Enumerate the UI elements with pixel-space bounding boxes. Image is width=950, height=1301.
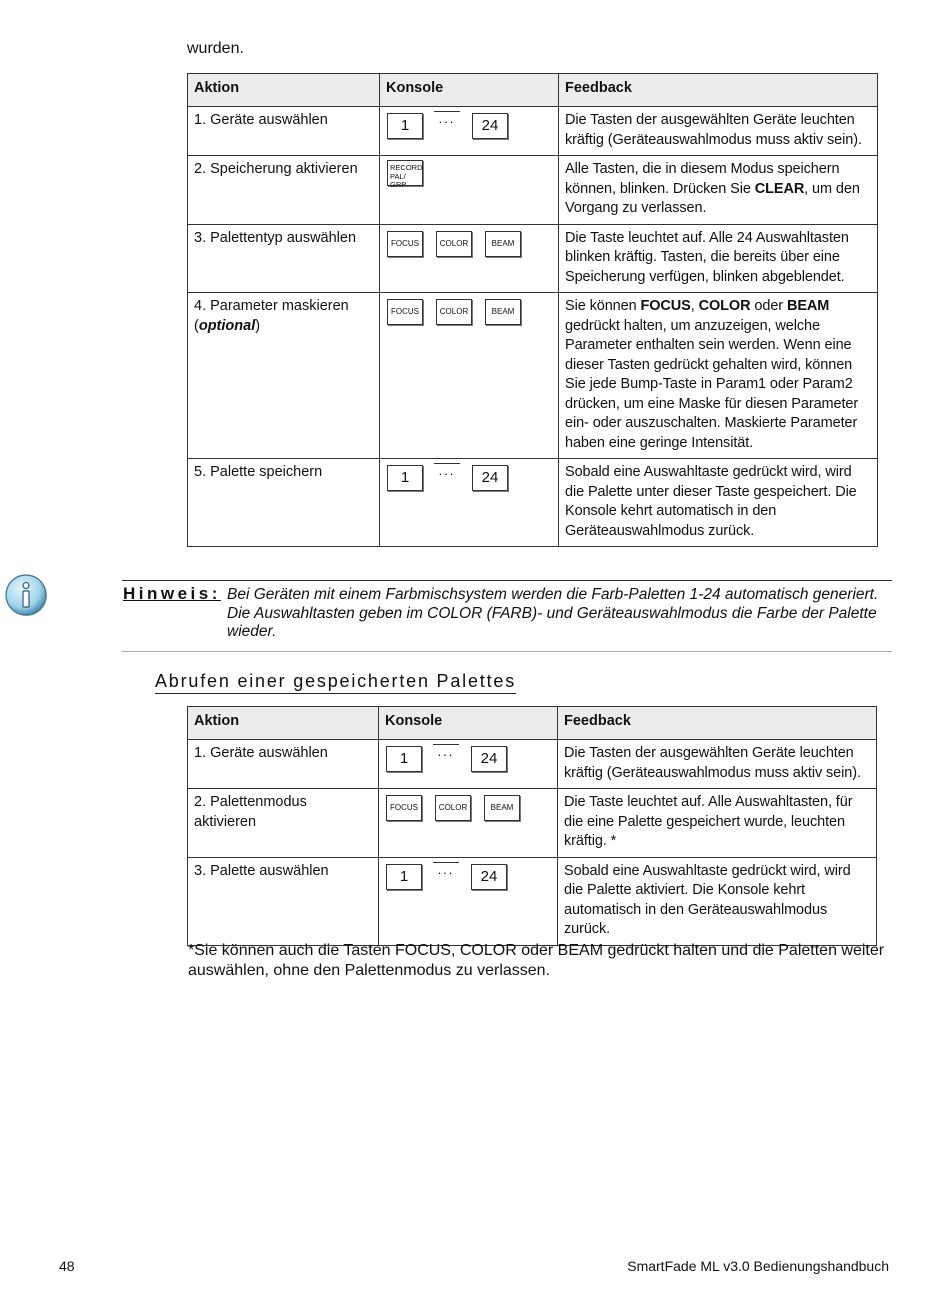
range-dots: ...: [434, 111, 460, 126]
table-row: [188, 740, 877, 789]
feedback-cell: [559, 293, 878, 459]
focus-key-name: FOCUS: [640, 298, 691, 314]
section-heading: Abrufen einer gespeicherten Palettes: [155, 671, 516, 694]
action-cell: 2. Speicherung aktivieren: [188, 156, 380, 225]
focus-key: FOCUS: [387, 231, 423, 257]
beam-key: BEAM: [485, 299, 521, 325]
console-cell: [379, 789, 558, 858]
record-key-line1: RECORD: [390, 163, 423, 172]
beam-key: BEAM: [484, 795, 520, 821]
range-dots: ...: [433, 744, 459, 759]
feedback-cell: Die Tasten der ausgewählten Geräte leuchten kräftig (Geräteauswahlmodus muss aktiv sein).: [558, 740, 877, 789]
note-text: Bei Geräten mit einem Farbmischsystem werden die Farb-Paletten 1-24 automatisch generiert. Die Auswahltasten geben im COLOR (FARB)- und Geräteauswahlmodus die Farbe der Palette wieder.: [227, 586, 879, 640]
action-cell: 1. Geräte auswählen: [188, 107, 380, 156]
color-key: COLOR: [436, 299, 472, 325]
page-number: 48: [59, 1258, 75, 1274]
key-group: [385, 793, 551, 823]
footnote: *Sie können auch die Tasten FOCUS, COLOR oder BEAM gedrückt halten und die Paletten weiter auswählen, ohne den Palettenmodus zu verlassen.: [188, 942, 885, 979]
console-cell: [380, 224, 559, 293]
console-cell: [380, 459, 559, 547]
feedback-text: Sie können: [565, 298, 641, 314]
focus-key: FOCUS: [387, 299, 423, 325]
key-24: 24: [471, 746, 507, 772]
feedback-cell: [559, 156, 878, 225]
header-console: Konsole: [379, 707, 558, 740]
note-divider-bottom: [122, 651, 892, 652]
clear-key-name: CLEAR: [754, 180, 805, 197]
key-range: [386, 463, 552, 493]
feedback-cell: Sobald eine Auswahltaste gedrückt wird, wird die Palette unter dieser Taste gespeichert. Die Konsole kehrt automatisch in den Geräteauswahlmodus zurück.: [559, 459, 878, 547]
key-24: 24: [472, 113, 508, 139]
color-key: COLOR: [435, 795, 471, 821]
feedback-cell: Sobald eine Auswahltaste gedrückt wird, wird die Palette aktiviert. Die Konsole kehrt automatisch in den Geräteauswahlmodus zurück.: [558, 857, 877, 945]
feedback-text: gedrückt halten, um anzuzeigen, welche Parameter enthalten sein werden. Wenn eine dieser Tasten gedrückt gehalten wird, können Sie jede Bump-Taste in Param1 oder Param2 drücken, um eine Maske für diesen Parameter ein- oder auszuschalten. Maskierte Parameter haben eine geringe Intensität.: [565, 317, 859, 451]
key-group: [386, 160, 552, 214]
table-row: [188, 224, 878, 293]
focus-key: FOCUS: [386, 795, 422, 821]
key-24: 24: [471, 864, 507, 890]
range-dots: ...: [434, 463, 460, 478]
console-cell: [380, 107, 559, 156]
header-console: Konsole: [380, 74, 559, 107]
header-action: Aktion: [188, 707, 379, 740]
action-cell: 3. Palettentyp auswählen: [188, 224, 380, 293]
feedback-text: oder: [750, 298, 787, 314]
record-key-line2: PAL/ GRP: [390, 171, 407, 189]
action-cell: 5. Palette speichern: [188, 459, 380, 547]
key-1: 1: [386, 746, 422, 772]
console-cell: [380, 156, 559, 225]
info-icon: [4, 573, 50, 619]
feedback-cell: Die Tasten der ausgewählten Geräte leuchten kräftig (Geräteauswahlmodus muss aktiv sein).: [559, 107, 878, 156]
note-divider-top: [122, 580, 892, 581]
record-pal-grp-key: [387, 160, 423, 189]
key-group: [386, 297, 552, 327]
optional-label: optional: [198, 317, 256, 334]
intro-text: wurden.: [187, 40, 244, 57]
action-cell: [188, 293, 380, 459]
color-key-name: COLOR: [698, 298, 751, 314]
console-cell: [380, 293, 559, 459]
beam-key-name: BEAM: [786, 298, 830, 314]
recall-palette-table: [187, 706, 877, 946]
header-action: Aktion: [188, 74, 380, 107]
note-label: Hinweis:: [123, 584, 221, 603]
key-24: 24: [472, 465, 508, 491]
action-cell: 3. Palette auswählen: [188, 857, 379, 945]
console-cell: [379, 740, 558, 789]
key-range: [385, 862, 551, 892]
table-row: [188, 293, 878, 459]
table-row: [188, 857, 877, 945]
action-text: 4. Parameter maskieren: [194, 298, 349, 314]
range-dots: ...: [433, 862, 459, 877]
feedback-cell: Die Taste leuchtet auf. Alle Auswahltasten, für die eine Palette gespeichert wurde, leuchten kräftig. *: [558, 789, 877, 858]
table-row: [188, 789, 877, 858]
table-header-row: [188, 707, 877, 740]
feedback-cell: Die Taste leuchtet auf. Alle 24 Auswahltasten blinken kräftig. Tasten, die bereits über eine Speicherung verfügen, blinken abgeblendet.: [559, 224, 878, 293]
store-palette-table: [187, 73, 878, 547]
header-feedback: Feedback: [559, 74, 878, 107]
action-cell: 2. Palettenmodus aktivieren: [188, 789, 379, 858]
paren-open: (: [194, 317, 199, 334]
table-row: [188, 459, 878, 547]
beam-key: BEAM: [485, 231, 521, 257]
key-1: 1: [387, 465, 423, 491]
feedback-text: ,: [690, 298, 699, 314]
key-range: [385, 744, 551, 774]
table-row: [188, 156, 878, 225]
header-feedback: Feedback: [558, 707, 877, 740]
manual-title: SmartFade ML v3.0 Bedienungshandbuch: [627, 1258, 889, 1274]
paren-close: ): [255, 317, 261, 334]
action-cell: 1. Geräte auswählen: [188, 740, 379, 789]
feedback-text: Alle Tasten, die in diesem Modus speichern können, blinken. Drücken Sie: [565, 161, 840, 197]
console-cell: [379, 857, 558, 945]
table-header-row: [188, 74, 878, 107]
key-1: 1: [387, 113, 423, 139]
key-range: [386, 111, 552, 141]
feedback-text: , um den Vorgang zu verlassen.: [565, 180, 860, 216]
table-row: [188, 107, 878, 156]
color-key: COLOR: [436, 231, 472, 257]
key-1: 1: [386, 864, 422, 890]
key-group: [386, 229, 552, 259]
